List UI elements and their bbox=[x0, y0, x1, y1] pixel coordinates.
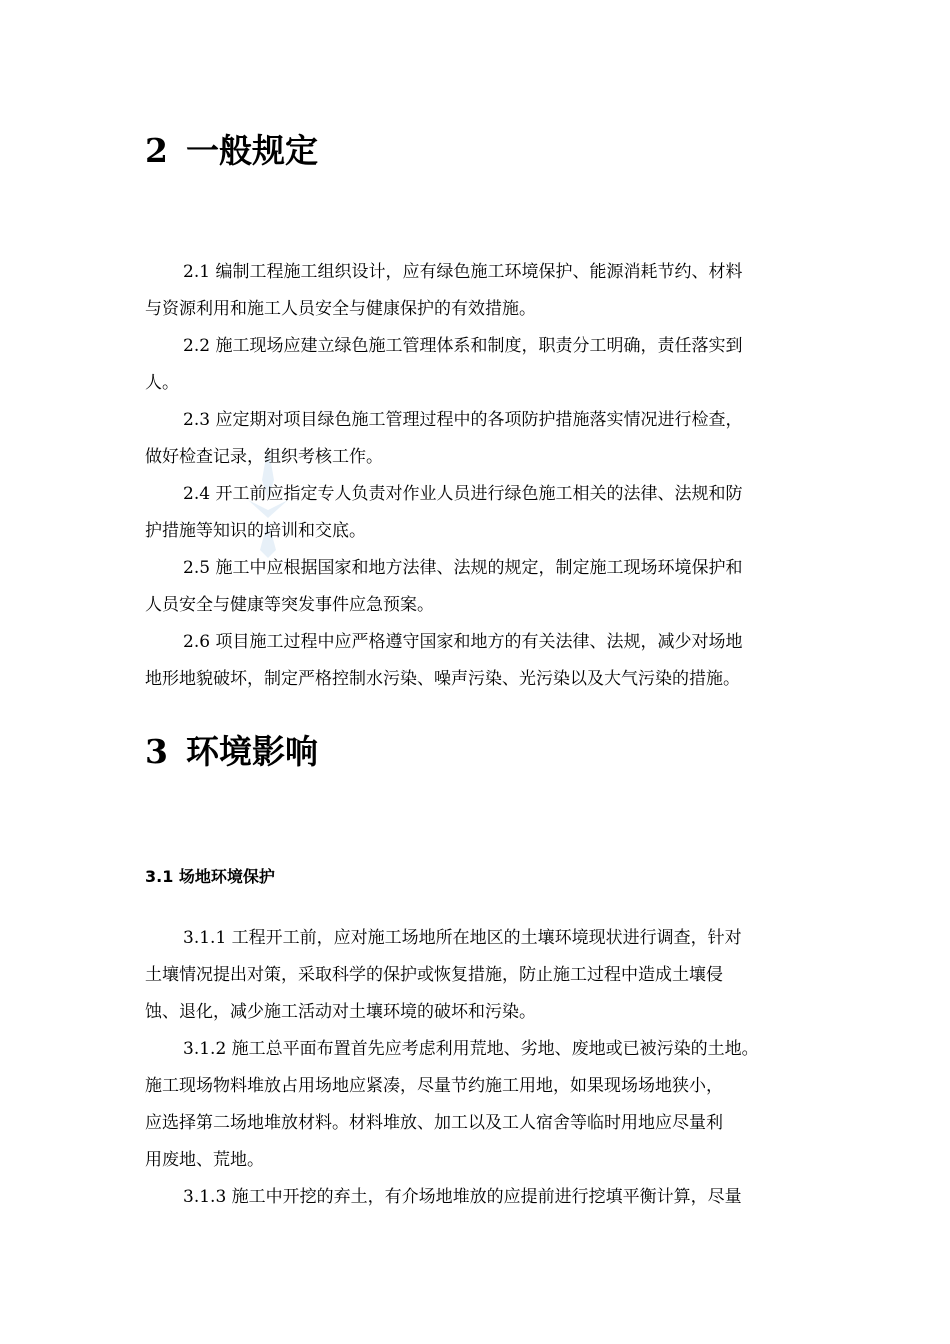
paragraph-line: 3.1.2 施工总平面布置首先应考虑利用荒地、劣地、废地或已被污染的土地。 bbox=[183, 1039, 759, 1059]
paragraph-line: 2.1 编制工程施工组织设计，应有绿色施工环境保护、能源消耗节约、材料 bbox=[183, 262, 743, 282]
paragraph-line: 蚀、退化，减少施工活动对土壤环境的破坏和污染。 bbox=[145, 1002, 536, 1022]
paragraph-line: 做好检查记录，组织考核工作。 bbox=[145, 447, 383, 467]
paragraph-line: 地形地貌破坏，制定严格控制水污染、噪声污染、光污染以及大气污染的措施。 bbox=[145, 669, 740, 689]
paragraph-line: 2.2 施工现场应建立绿色施工管理体系和制度，职责分工明确，责任落实到 bbox=[183, 336, 743, 356]
paragraph-line: 3.1.3 施工中开挖的弃土，有介场地堆放的应提前进行挖填平衡计算，尽量 bbox=[183, 1187, 742, 1207]
paragraph-line: 2.5 施工中应根据国家和地方法律、法规的规定，制定施工现场环境保护和 bbox=[183, 558, 743, 578]
paragraph-line: 2.3 应定期对项目绿色施工管理过程中的各项防护措施落实情况进行检查， bbox=[183, 410, 743, 430]
paragraph-line: 2.6 项目施工过程中应严格遵守国家和地方的有关法律、法规，减少对场地 bbox=[183, 632, 743, 652]
paragraph-line: 用废地、荒地。 bbox=[145, 1150, 264, 1170]
paragraph-line: 2.4 开工前应指定专人负责对作业人员进行绿色施工相关的法律、法规和防 bbox=[183, 484, 743, 504]
subsection-heading: 3.1 场地环境保护 bbox=[145, 867, 275, 886]
section-number: 3 bbox=[145, 732, 168, 771]
paragraph-line: 土壤情况提出对策，采取科学的保护或恢复措施，防止施工过程中造成土壤侵 bbox=[145, 965, 723, 985]
section-number: 2 bbox=[145, 131, 168, 170]
paragraph-line: 护措施等知识的培训和交底。 bbox=[145, 521, 366, 541]
section-title: 一般规定 bbox=[185, 131, 318, 170]
paragraph bbox=[145, 920, 825, 1216]
section-heading bbox=[145, 131, 318, 171]
paragraph bbox=[145, 254, 825, 698]
paragraph-line: 3.1.1 工程开工前，应对施工场地所在地区的土壤环境现状进行调查，针对 bbox=[183, 928, 742, 948]
paragraph-line: 应选择第二场地堆放材料。材料堆放、加工以及工人宿舍等临时用地应尽量利 bbox=[145, 1113, 723, 1133]
paragraph-line: 与资源利用和施工人员安全与健康保护的有效措施。 bbox=[145, 299, 536, 319]
paragraph-line: 人员安全与健康等突发事件应急预案。 bbox=[145, 595, 434, 615]
paragraph-line: 施工现场物料堆放占用场地应紧凑，尽量节约施工用地，如果现场场地狭小， bbox=[145, 1076, 723, 1096]
section-title: 环境影响 bbox=[185, 732, 318, 771]
paragraph-line: 人。 bbox=[145, 373, 179, 393]
section-heading bbox=[145, 732, 318, 772]
